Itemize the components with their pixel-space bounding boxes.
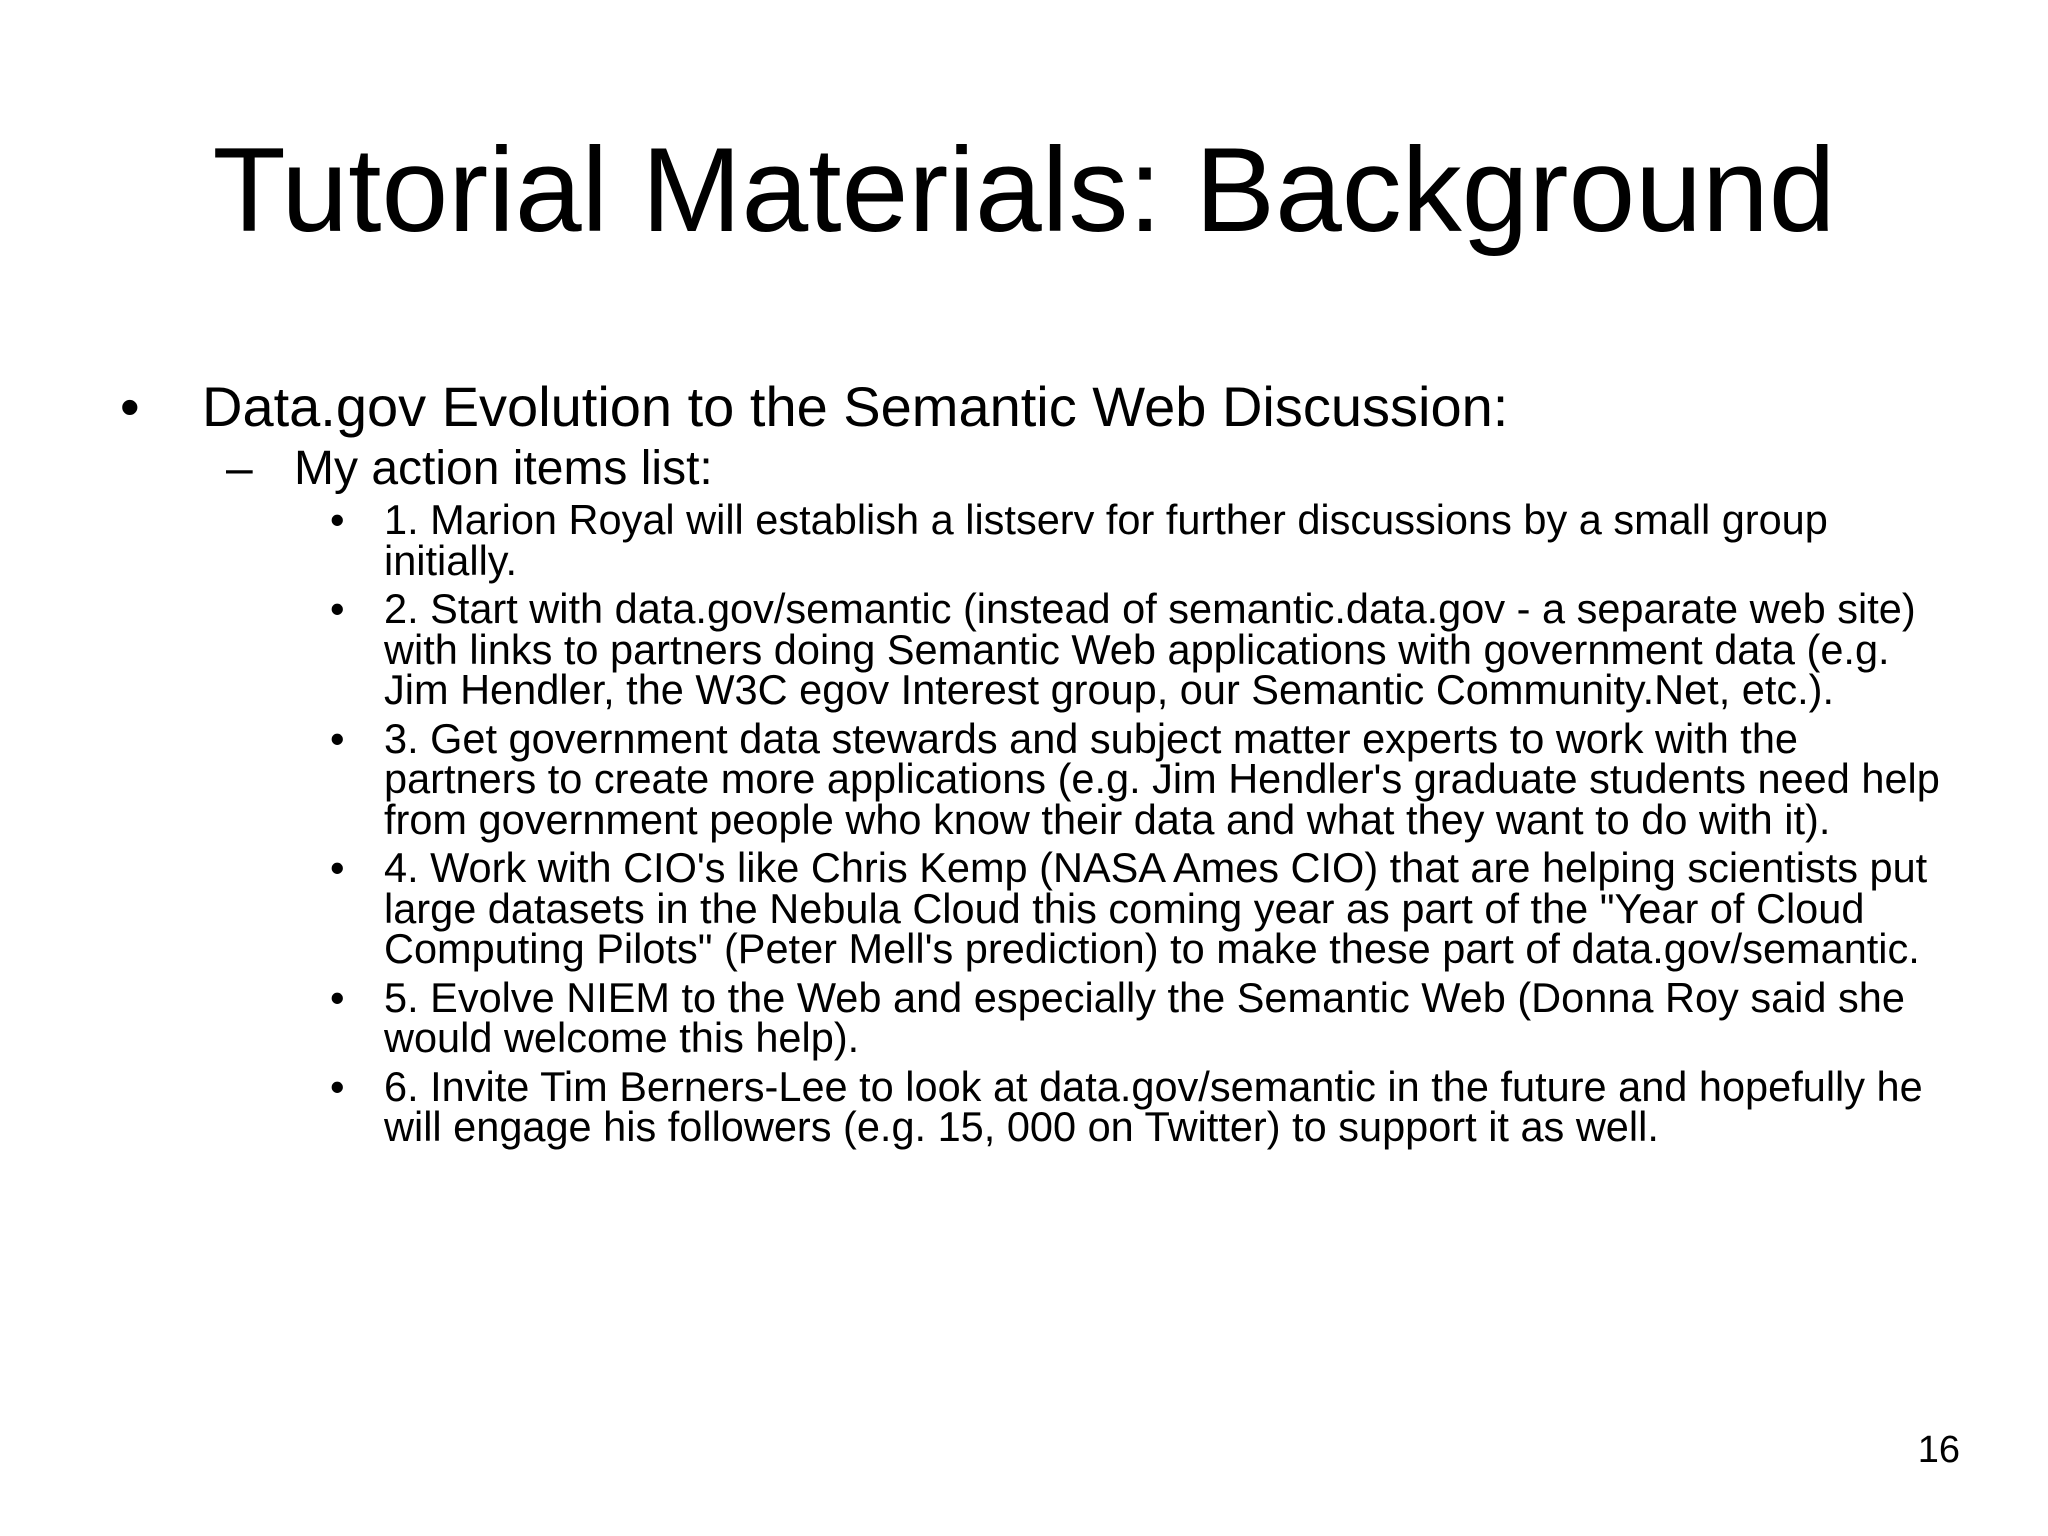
bullet-icon: •	[330, 496, 345, 543]
list-item-text: 5. Evolve NIEM to the Web and especially the Semantic Web (Donna Roy said she would welcome this help).	[384, 973, 1905, 1061]
bullet-icon: •	[120, 375, 140, 438]
page-number: 16	[1917, 1429, 1960, 1471]
slide-title: Tutorial Materials: Background	[212, 123, 1836, 257]
list-item-text: 1. Marion Royal will establish a listserv for further discussions by a small group initially.	[384, 496, 1828, 584]
list-item	[330, 496, 1950, 584]
bullet-level-2-text: My action items list:	[294, 442, 713, 495]
list-item	[330, 1062, 1950, 1150]
list-item-text: 3. Get government data stewards and subject matter experts to work with the partners to create more applications (e.g. Jim Hendler's graduate students need help from government people who know their data and what they want to do with it).	[384, 714, 1940, 843]
bullet-level-1-text: Data.gov Evolution to the Semantic Web Discussion:	[202, 375, 1509, 438]
bullet-icon: •	[330, 973, 345, 1021]
list-item	[330, 973, 1950, 1061]
list-item	[330, 844, 1950, 972]
action-items-list	[330, 496, 1950, 1156]
list-item	[330, 585, 1950, 713]
bullet-icon: •	[330, 585, 345, 632]
dash-icon: –	[226, 442, 253, 495]
bullet-icon: •	[330, 844, 345, 891]
bullet-icon: •	[330, 1062, 345, 1110]
list-item-text: 6. Invite Tim Berners-Lee to look at data.gov/semantic in the future and hopefully he will engage his followers (e.g. 15, 000 on Twitter) to support it as well.	[384, 1062, 1923, 1150]
bullet-icon: •	[330, 714, 345, 762]
list-item	[330, 714, 1950, 843]
list-item-text: 2. Start with data.gov/semantic (instead of semantic.data.gov - a separate web site) with links to partners doing Semantic Web applications with government data (e.g. Jim Hendler, the W3C egov Interest group, our Semantic Community.Net, etc.).	[384, 585, 1916, 713]
list-item-text: 4. Work with CIO's like Chris Kemp (NASA Ames CIO) that are helping scientists put large datasets in the Nebula Cloud this coming year as part of the "Year of Cloud Computing Pilots" (Peter Mell's prediction) to make these part of data.gov/semantic.	[384, 844, 1928, 972]
